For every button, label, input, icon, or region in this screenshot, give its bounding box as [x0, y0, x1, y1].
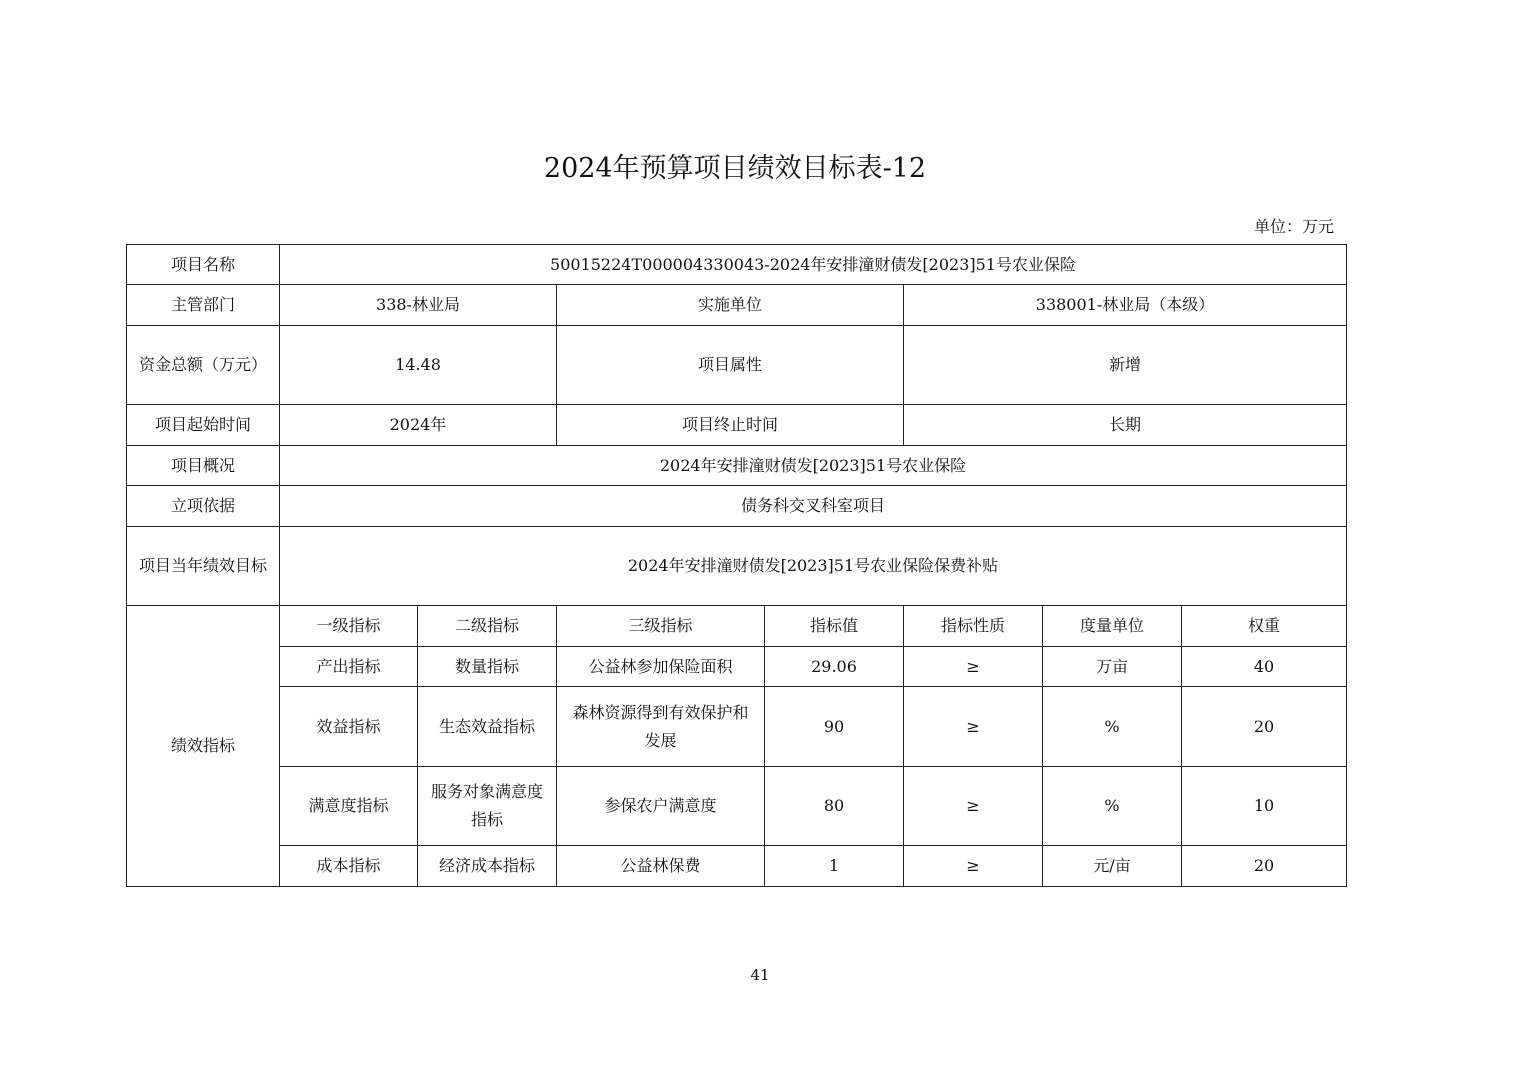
row-overview	[127, 446, 1347, 486]
cell-level2: 经济成本指标	[418, 846, 557, 887]
indicator-row	[127, 767, 1347, 846]
cell-level1: 满意度指标	[280, 767, 418, 846]
header-value: 指标值	[765, 606, 904, 647]
project-name-value: 50015224T000004330043-2024年安排潼财债发[2023]51号农业保险	[280, 245, 1347, 285]
indicator-row	[127, 846, 1347, 887]
cell-level3: 森林资源得到有效保护和发展	[557, 687, 765, 767]
impl-value: 338001-林业局（本级）	[904, 285, 1347, 326]
cell-value: 80	[765, 767, 904, 846]
basis-value: 债务科交叉科室项目	[280, 486, 1347, 527]
attr-value: 新增	[904, 326, 1347, 405]
cell-nature: ≥	[904, 767, 1043, 846]
indicator-section-label: 绩效指标	[127, 606, 280, 887]
dept-label: 主管部门	[127, 285, 280, 326]
indicator-row	[127, 647, 1347, 687]
cell-level1: 产出指标	[280, 647, 418, 687]
cell-nature: ≥	[904, 687, 1043, 767]
cell-weight: 40	[1182, 647, 1347, 687]
cell-value: 1	[765, 846, 904, 887]
header-level3: 三级指标	[557, 606, 765, 647]
header-unit: 度量单位	[1043, 606, 1182, 647]
cell-nature: ≥	[904, 647, 1043, 687]
cell-nature: ≥	[904, 846, 1043, 887]
fund-label: 资金总额（万元）	[127, 326, 280, 405]
cell-weight: 20	[1182, 846, 1347, 887]
cell-unit: %	[1043, 687, 1182, 767]
project-name-label: 项目名称	[127, 245, 280, 285]
row-basis	[127, 486, 1347, 527]
indicator-header-row	[127, 606, 1347, 647]
start-value: 2024年	[280, 405, 557, 446]
page-number: 41	[750, 966, 770, 984]
cell-level1: 效益指标	[280, 687, 418, 767]
cell-weight: 20	[1182, 687, 1347, 767]
dept-value: 338-林业局	[280, 285, 557, 326]
unit-label: 单位：万元	[1253, 217, 1334, 236]
page-title: 2024年预算项目绩效目标表-12	[543, 153, 927, 184]
performance-table	[126, 244, 1347, 887]
overview-value: 2024年安排潼财债发[2023]51号农业保险	[280, 446, 1347, 486]
cell-unit: 元/亩	[1043, 846, 1182, 887]
cell-unit: 万亩	[1043, 647, 1182, 687]
cell-level2: 数量指标	[418, 647, 557, 687]
header-level1: 一级指标	[280, 606, 418, 647]
cell-weight: 10	[1182, 767, 1347, 846]
end-label: 项目终止时间	[557, 405, 904, 446]
row-department	[127, 285, 1347, 326]
start-label: 项目起始时间	[127, 405, 280, 446]
cell-level3: 参保农户满意度	[557, 767, 765, 846]
cell-level2: 服务对象满意度指标	[418, 767, 557, 846]
overview-label: 项目概况	[127, 446, 280, 486]
cell-value: 29.06	[765, 647, 904, 687]
cell-unit: %	[1043, 767, 1182, 846]
row-period	[127, 405, 1347, 446]
indicator-row	[127, 687, 1347, 767]
header-nature: 指标性质	[904, 606, 1043, 647]
attr-label: 项目属性	[557, 326, 904, 405]
end-value: 长期	[904, 405, 1347, 446]
goal-value: 2024年安排潼财债发[2023]51号农业保险保费补贴	[280, 527, 1347, 606]
row-goal	[127, 527, 1347, 606]
row-fund	[127, 326, 1347, 405]
fund-value: 14.48	[280, 326, 557, 405]
row-project-name	[127, 245, 1347, 285]
basis-label: 立项依据	[127, 486, 280, 527]
cell-value: 90	[765, 687, 904, 767]
cell-level3: 公益林保费	[557, 846, 765, 887]
cell-level1: 成本指标	[280, 846, 418, 887]
header-weight: 权重	[1182, 606, 1347, 647]
cell-level3: 公益林参加保险面积	[557, 647, 765, 687]
header-level2: 二级指标	[418, 606, 557, 647]
cell-level2: 生态效益指标	[418, 687, 557, 767]
goal-label: 项目当年绩效目标	[127, 527, 280, 606]
impl-label: 实施单位	[557, 285, 904, 326]
